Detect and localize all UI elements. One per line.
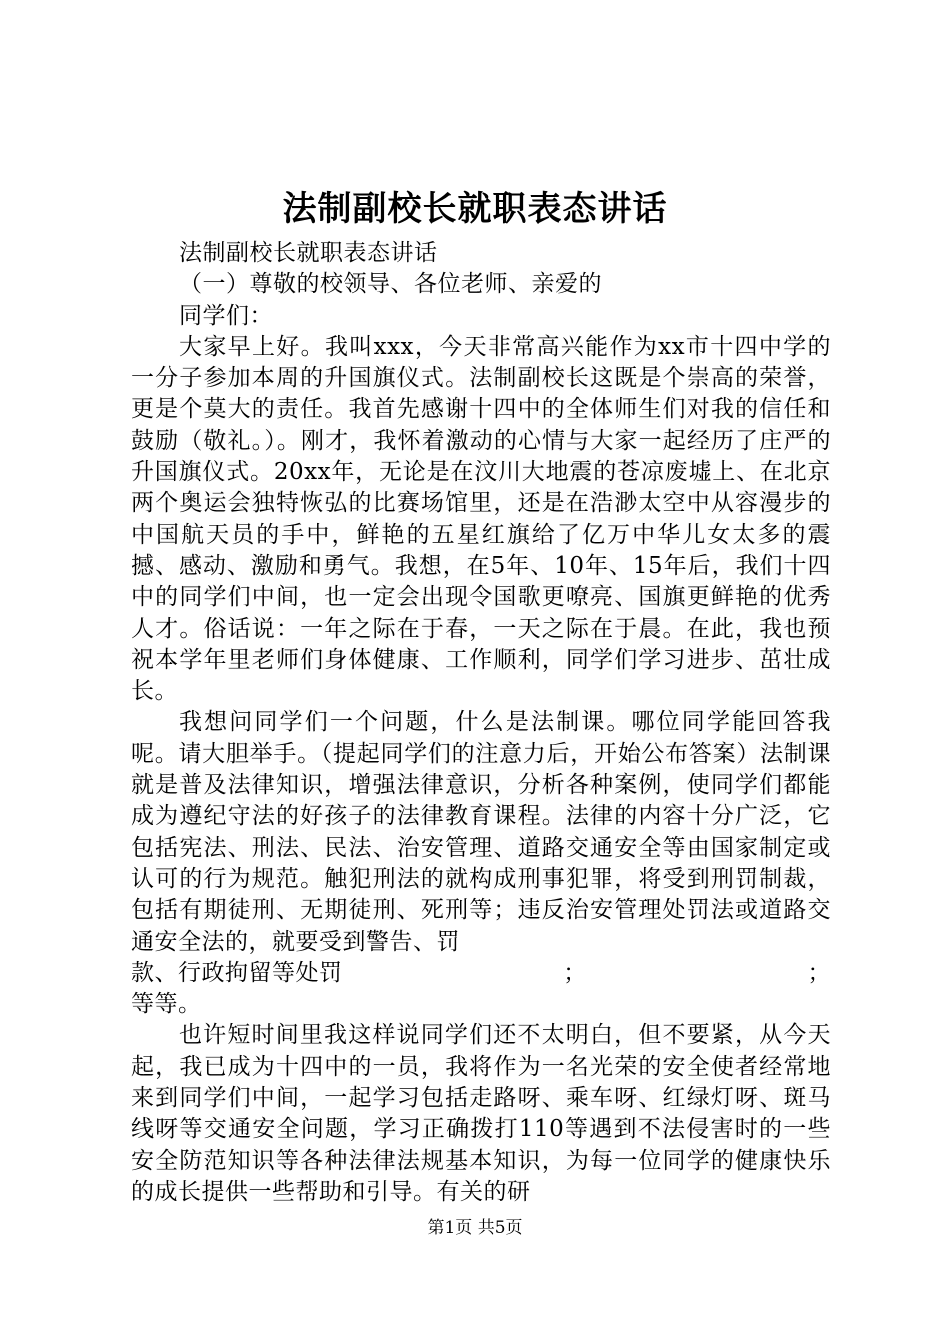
paragraph-2-end: 等等。 (131, 991, 202, 1018)
paragraph-2-gap-line (131, 958, 831, 989)
page-footer: 第1页 共5页 (427, 1218, 523, 1238)
document-title: 法制副校长就职表态讲话 (282, 189, 668, 229)
subtitle-line: 法制副校长就职表态讲话 (179, 240, 438, 266)
paragraph-2: 我想问同学们一个问题，什么是法制课。哪位同学能回答我呢。请大胆举手。（提起同学们的注意力后，开始公布答案）法制课就是普及法律知识，增强法律意识，分析各种案例，使同学们都能成为遵纪守法的好孩子的法律教育课程。法律的内容十分广泛，它包括宪法、刑法、民法、治安管理、道路交通安全等由国家制定或认可的行为规范。触犯刑法的就构成刑事犯罪，将受到刑罚制裁，包括有期徒刑、无期徒刑、死刑等；违反治安管理处罚法或道路交通安全法的，就要受到警告、罚 (131, 709, 831, 955)
salutation-line-2: 同学们： (179, 302, 273, 329)
paragraph-3: 也许短时间里我这样说同学们还不太明白，但不要紧，从今天起，我已成为十四中的一员，我将作为一名光荣的安全使者经常地来到同学们中间，一起学习包括走路呀、乘车呀、红绿灯呀、斑马线呀等交通安全问题，学习正确拨打110等遇到不法侵害时的一些安全防范知识等各种法律法规基本知识，为每一位同学的健康快乐的成长提供一些帮助和引导。有关的研 (131, 1022, 831, 1205)
document-body (131, 238, 831, 1208)
salutation-line-1: （一）尊敬的校领导、各位老师、亲爱的 (179, 271, 602, 298)
paragraph-1: 大家早上好。我叫xxx，今天非常高兴能作为xx市十四中学的一分子参加本周的升国旗仪式。法制副校长这既是个崇高的荣誉，更是个莫大的责任。我首先感谢十四中的全体师生们对我的信任和鼓励（敬礼。）。刚才，我怀着激动的心情与大家一起经历了庄严的升国旗仪式。20xx年，无论是在汶川大地震的苍凉废墟上、在北京两个奥运会独特恢弘的比赛场馆里，还是在浩渺太空中从容漫步的中国航天员的手中，鲜艳的五星红旗给了亿万中华儿女太多的震撼、感动、激励和勇气。我想，在5年、10年、15年后，我们十四中的同学们中间，也一定会出现令国歌更嘹亮、国旗更鲜艳的优秀人才。俗话说：一年之际在于春，一天之际在于晨。在此，我也预祝本学年里老师们身体健康、工作顺利，同学们学习进步、茁壮成长。 (131, 333, 831, 705)
gap-line-text: 款、行政拘留等处罚 (131, 959, 343, 986)
gap-line-semicolon-1: ； (563, 959, 587, 986)
gap-line-semicolon-2: ； (807, 959, 831, 986)
